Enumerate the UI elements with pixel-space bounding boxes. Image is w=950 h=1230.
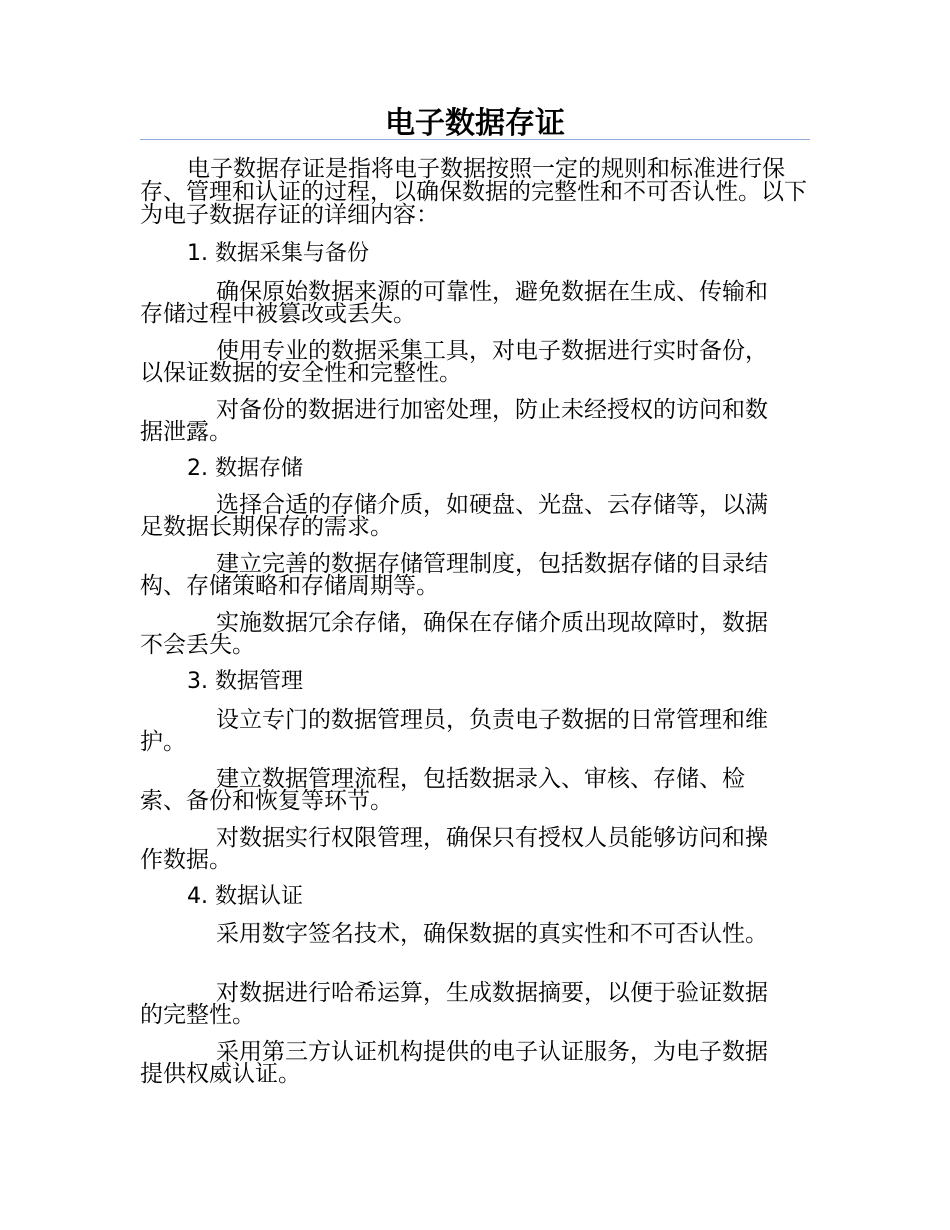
section-2-item-3: 实施数据冗余存储，确保在存储介质出现故障时，数据不会丢失。 bbox=[140, 610, 768, 658]
section-heading-4: 4. 数据认证 bbox=[187, 884, 303, 909]
section-2-item-1: 选择合适的存储介质，如硬盘、光盘、云存储等，以满足数据长期保存的需求。 bbox=[140, 492, 768, 540]
section-1-item-3: 对备份的数据进行加密处理，防止未经授权的访问和数据泄露。 bbox=[140, 397, 768, 445]
section-heading-1: 1. 数据采集与备份 bbox=[187, 241, 369, 266]
section-3-item-3: 对数据实行权限管理，确保只有授权人员能够访问和操作数据。 bbox=[140, 825, 768, 873]
document-title: 电子数据存证 bbox=[385, 106, 565, 141]
section-4-item-3: 采用第三方认证机构提供的电子认证服务，为电子数据提供权威认证。 bbox=[140, 1039, 768, 1087]
section-2-item-2: 建立完善的数据存储管理制度，包括数据存储的目录结构、存储策略和存储周期等。 bbox=[140, 551, 768, 599]
intro-paragraph: 电子数据存证是指将电子数据按照一定的规则和标准进行保存、管理和认证的过程，以确保数据的完整性和不可否认性。以下为电子数据存证的详细内容： bbox=[140, 156, 807, 228]
section-4-item-2: 对数据进行哈希运算，生成数据摘要，以便于验证数据的完整性。 bbox=[140, 980, 768, 1028]
section-1-item-1: 确保原始数据来源的可靠性，避免数据在生成、传输和存储过程中被篡改或丢失。 bbox=[140, 279, 768, 327]
section-3-item-2: 建立数据管理流程，包括数据录入、审核、存储、检索、备份和恢复等环节。 bbox=[140, 766, 745, 814]
section-4-item-1: 采用数字签名技术，确保数据的真实性和不可否认性。 bbox=[216, 921, 768, 947]
title-underline bbox=[140, 139, 810, 140]
section-heading-2: 2. 数据存储 bbox=[187, 456, 303, 481]
section-1-item-2: 使用专业的数据采集工具，对电子数据进行实时备份，以保证数据的安全性和完整性。 bbox=[140, 338, 768, 386]
section-3-item-1: 设立专门的数据管理员，负责电子数据的日常管理和维护。 bbox=[140, 707, 768, 755]
section-heading-3: 3. 数据管理 bbox=[187, 669, 303, 694]
